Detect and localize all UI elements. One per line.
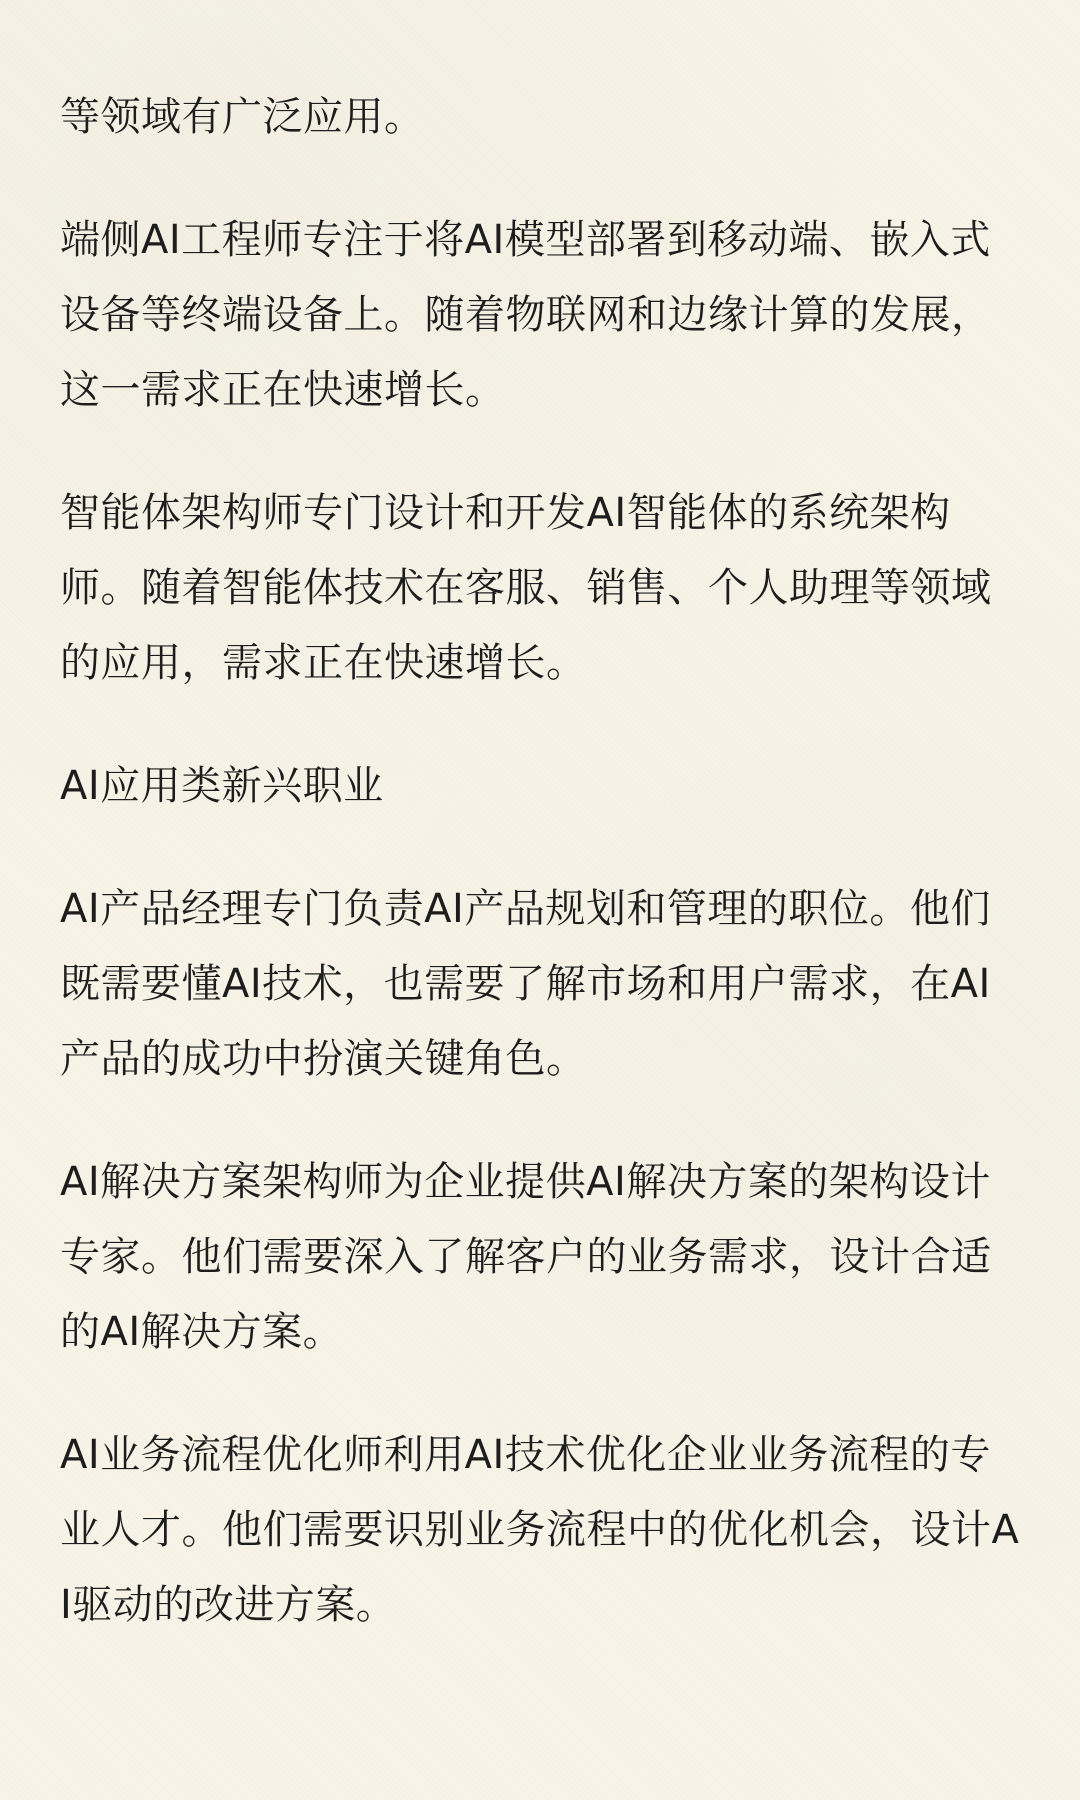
paragraph-edge-ai-engineer: 端侧AI工程师专注于将AI模型部署到移动端、嵌入式设备等终端设备上。随着物联网和边缘计算的发展，这一需求正在快速增长。 — [60, 217, 992, 413]
paragraph-ai-solution-architect: AI解决方案架构师为企业提供AI解决方案的架构设计专家。他们需要深入了解客户的业务需求，设计合适的AI解决方案。 — [60, 1159, 992, 1355]
section-heading: AI应用类新兴职业 — [60, 763, 384, 809]
paragraph-agent-architect: 智能体架构师专门设计和开发AI智能体的系统架构师。随着智能体技术在客服、销售、个人助理等领域的应用，需求正在快速增长。 — [60, 490, 992, 686]
paragraph-ai-process-optimizer: AI业务流程优化师利用AI技术优化企业业务流程的专业人才。他们需要识别业务流程中的优化机会，设计AI驱动的改进方案。 — [60, 1432, 1020, 1628]
paragraph-ai-product-manager: AI产品经理专门负责AI产品规划和管理的职位。他们既需要懂AI技术，也需要了解市场和用户需求，在AI产品的成功中扮演关键角色。 — [60, 886, 991, 1082]
paragraph-intro-tail: 等领域有广泛应用。 — [60, 94, 425, 140]
